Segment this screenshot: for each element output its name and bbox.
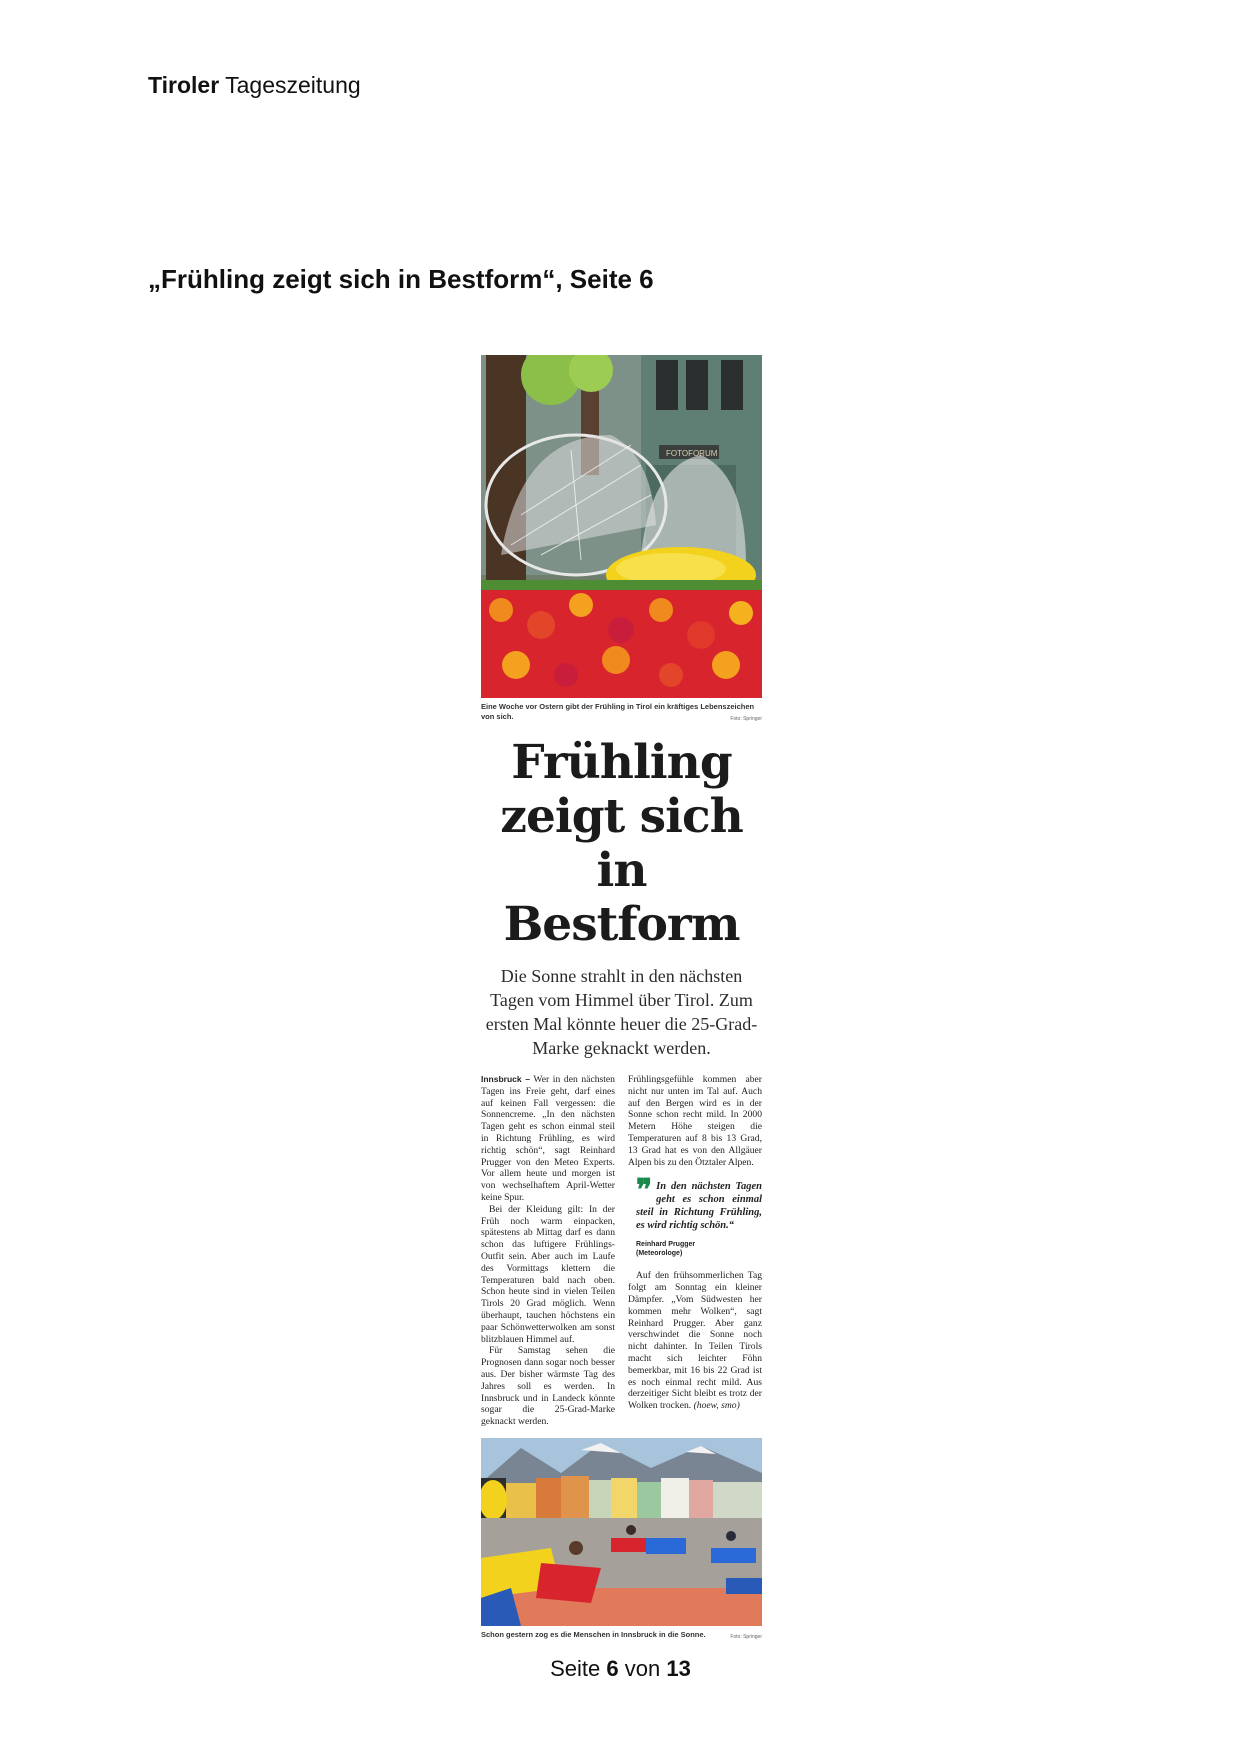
article-column-left [481,1074,615,1428]
quote-author [636,1240,762,1258]
masthead [148,72,361,99]
document-title: „Frühling zeigt sich in Bestform“, Seite 6 [148,264,654,294]
newspaper-clipping [481,355,762,1640]
article-paragraph [628,1270,762,1412]
article-subhead: Die Sonne strahlt in den nächsten Tagen vom Himmel über Tirol. Zum ersten Mal könnte heuer die 25-Grad-Marke geknackt werden. [485,966,758,1058]
article-paragraph: Bei der Kleidung gilt: In der Früh noch warm einpacken, spätestens ab Mittag darf es dann schon das luftigere Frühlings-Outfit sein. Aber auch im Laufe des Vormittags klettern die Temperaturen bald nach oben. Schon heute sind in vielen Teilen Tirols 20 Grad möglich. Wenn überhaupt, tauchen höchstens ein paar Schönwetterwolken am sonst blitzblauen Himmel auf. [481,1203,615,1345]
byline: (hoew, smo) [693,1400,740,1412]
headline-line: zeigt sich in [500,789,743,898]
article-paragraph [481,1074,615,1204]
bottom-caption-text: Schon gestern zog es die Menschen in Innsbruck in die Sonne. [481,1629,706,1639]
footer-total-pages: 13 [666,1656,691,1681]
tulip-sculpture-photo [481,355,762,698]
article-column-right [628,1074,762,1428]
footer-middle: von [624,1656,661,1681]
quote-author-role: (Meteorologe) [636,1250,683,1258]
innsbruck-square-photo [481,1438,762,1626]
headline-line: Bestform [503,897,740,952]
pull-quote [636,1173,762,1258]
footer-page-number: 6 [606,1656,619,1681]
innsbruck-square-illustration [481,1438,762,1626]
photo-caption-text: Eine Woche vor Ostern gibt der Frühling in Tirol ein kräftiges Lebenszeichen von sich. [481,702,755,721]
masthead-regular: Tageszeitung [225,72,361,98]
paragraph-text: Wer in den nächsten Tagen ins Freie geht, darf eines auf keinen Fall vergessen: die Sonnencreme. „In den nächsten Tagen geht es schon einmal steil in Richtung Frühling, es wird richtig schön“, sagt Reinhard Prugger von den Meteo Experts. Vor allem heute und morgen ist von wechselhaftem April-Wetter keine Spur. [481,1074,615,1203]
photo-credit: Foto: Springer [730,716,762,722]
quote-author-name: Reinhard Prugger [636,1241,696,1249]
masthead-bold: Tiroler [148,72,220,98]
headline-line: Frühling [511,735,732,790]
article-paragraph: Frühlingsgefühle kommen aber nicht nur unten im Tal auf. Auch auf den Bergen wird es in der Sonne schon recht mild. In 2000 Metern Höhe steigen die Temperaturen auf 8 bis 13 Grad, 13 Grad hat es von den Allgäuer Alpen bis zu den Ötztaler Alpen. [628,1074,762,1168]
storefront-sign: FOTOFORUM [666,449,718,458]
article-paragraph: Für Samstag sehen die Prognosen dann sogar noch besser aus. Der bisher wärmste Tag des Jahres soll es werden. In Innsbruck und in Landeck könnte sogar die 25-Grad-Marke geknackt werden. [481,1345,615,1428]
page-footer [0,1656,1241,1682]
bottom-photo-credit: Foto: Springer [730,1633,762,1640]
paragraph-text: Auf den frühsommerlichen Tag folgt am Sonntag ein kleiner Dämpfer. „Vom Südwesten her kommen mehr Wolken“, sagt Reinhard Prugger. Aber ganz verschwindet die Sonne noch nicht dahinter. In Teilen Tirols macht sich leichter Föhn bemerkbar, mit 16 bis 22 Grad ist es noch einmal recht mild. Aus derzeitiger Sicht bleibt es trotz der Wolken trocken. [628,1270,762,1412]
dateline: Innsbruck – [481,1074,530,1084]
pull-quote-text: In den nächsten Tagen geht es schon einmal steil in Richtung Frühling, es wird richtig schön.“ [636,1181,762,1232]
article-body [481,1074,762,1428]
quote-icon: ❞ [636,1173,653,1209]
footer-prefix: Seite [550,1656,601,1681]
article-headline [481,736,762,952]
tulip-sculpture-illustration [481,355,762,698]
